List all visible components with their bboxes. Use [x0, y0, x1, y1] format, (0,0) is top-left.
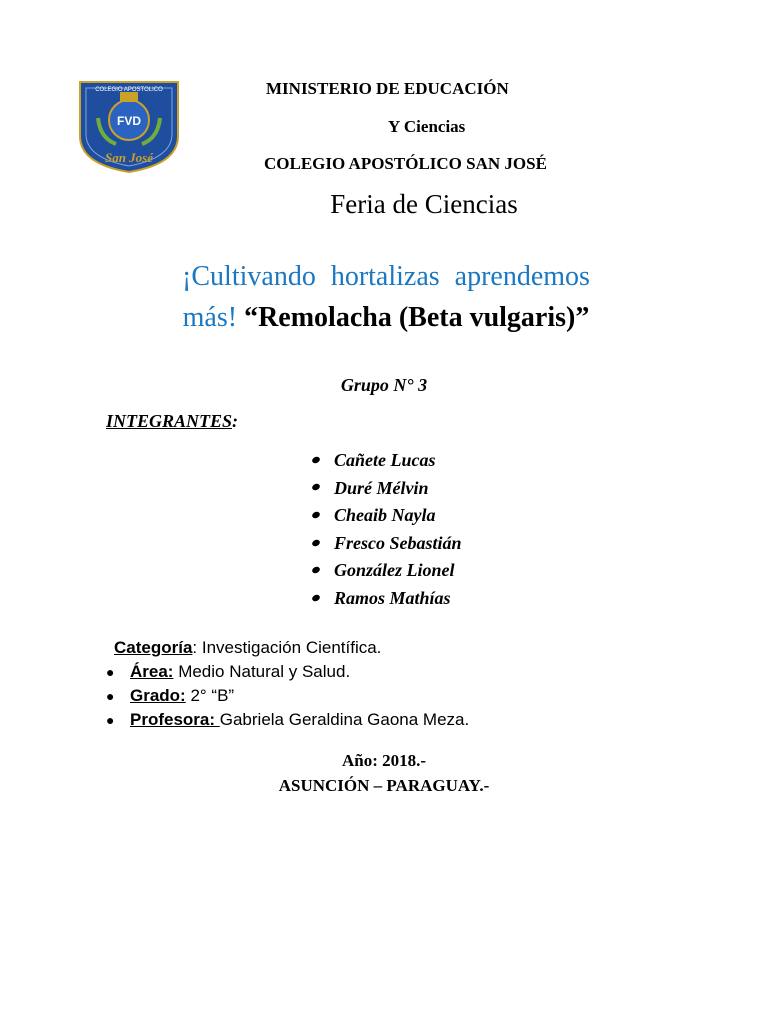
project-title-line1: ¡Cultivando hortalizas aprendemos — [182, 261, 590, 292]
school-name: COLEGIO APOSTÓLICO SAN JOSÉ — [264, 154, 547, 173]
bullet-icon — [311, 511, 321, 520]
area-key: Área: — [130, 662, 174, 681]
member-name: González Lionel — [334, 560, 455, 581]
event-title: Feria de Ciencias — [330, 189, 518, 219]
ministry-subheading: Y Ciencias — [388, 117, 466, 136]
bullet-icon — [311, 593, 321, 602]
member-name: Cañete Lucas — [334, 450, 436, 470]
year-line: Año: 2018.- — [341, 751, 427, 770]
category-line — [114, 638, 381, 658]
bullet-icon — [311, 566, 321, 575]
grade-value: 2° “B” — [185, 686, 235, 705]
teacher-value: Gabriela Geraldina Gaona Meza. — [219, 710, 470, 729]
bullet-icon: ● — [106, 688, 115, 704]
bullet-icon — [311, 483, 321, 492]
ministry-heading: MINISTERIO DE EDUCACIÓN — [266, 79, 509, 98]
bullet-icon: ● — [106, 664, 115, 680]
member-name: Cheaib Nayla — [334, 505, 436, 526]
list-item — [312, 588, 462, 616]
members-heading-text: INTEGRANTES — [106, 411, 233, 431]
logo-top-text: COLEGIO APOSTOLICO — [95, 87, 163, 93]
bullet-icon — [311, 455, 321, 464]
member-name: Fresco Sebastián — [334, 532, 462, 553]
logo-bottom-text: San José — [104, 150, 154, 165]
group-label: Grupo N° 3 — [340, 375, 428, 395]
list-item — [312, 478, 462, 506]
grade-line — [106, 686, 234, 706]
list-item — [312, 450, 462, 478]
member-name: Ramos Mathías — [334, 587, 451, 608]
place-line: ASUNCIÓN – PARAGUAY.- — [278, 776, 490, 795]
list-item — [312, 560, 462, 588]
grade-key: Grado: — [130, 686, 186, 705]
project-title-species: “Remolacha (Beta vulgaris)” — [237, 302, 590, 333]
list-item — [312, 505, 462, 533]
project-title-blue: más! — [182, 302, 238, 333]
project-title-line2 — [96, 298, 676, 338]
members-list — [312, 450, 462, 616]
members-heading — [106, 411, 238, 432]
area-value: Medio Natural y Salud. — [173, 662, 351, 681]
bullet-icon — [311, 538, 321, 547]
category-key: Categoría — [114, 638, 193, 657]
list-item — [312, 533, 462, 561]
school-logo — [76, 78, 182, 174]
area-line — [106, 662, 350, 682]
members-heading-colon: : — [232, 411, 239, 431]
category-value: : Investigación Científica. — [192, 638, 382, 657]
bullet-icon: ● — [106, 712, 115, 728]
member-name: Duré Mélvin — [334, 477, 429, 498]
teacher-key: Profesora: — [130, 710, 220, 729]
teacher-line — [106, 710, 469, 730]
logo-center-text: FVD — [117, 114, 141, 128]
